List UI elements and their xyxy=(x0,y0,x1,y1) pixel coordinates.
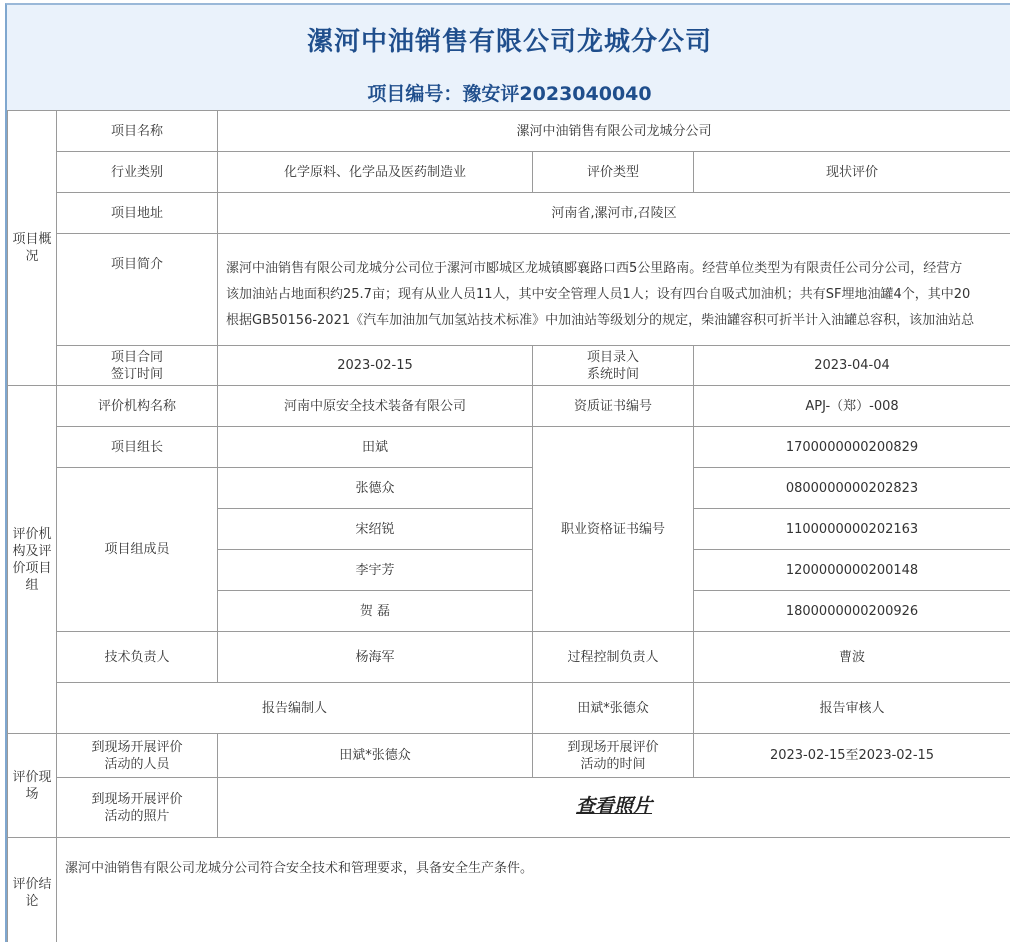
project-name-label: 项目名称 xyxy=(57,111,218,152)
section-overview: 项目概况 xyxy=(8,111,57,386)
intro-text xyxy=(218,234,1010,346)
eval-type-value: 现状评价 xyxy=(694,152,1010,193)
entry-date-value: 2023-04-04 xyxy=(694,346,1010,386)
site-people-value: 田斌*张德众 xyxy=(218,734,533,778)
site-time-label: 到现场开展评价 活动的时间 xyxy=(533,734,694,778)
leader-cert: 1700000000200829 xyxy=(694,427,1010,468)
section-org: 评价机构及评价项目组 xyxy=(8,386,57,734)
industry-label: 行业类别 xyxy=(57,152,218,193)
intro-line: 根据GB50156-2021《汽车加油加气加氢站技术标准》中加油站等级划分的规定，柴油罐容积可折半计入油罐总容积，该加油站总 xyxy=(226,313,975,328)
process-lead-label: 过程控制负责人 xyxy=(533,632,694,683)
section-site: 评价现场 xyxy=(8,734,57,838)
contract-date-label: 项目合同 签订时间 xyxy=(57,346,218,386)
prof-cert-label: 职业资格证书编号 xyxy=(533,427,694,632)
section-conclusion: 评价结论 xyxy=(8,838,57,942)
page-title: 漯河中油销售有限公司龙城分公司 xyxy=(306,27,712,57)
site-people-label: 到现场开展评价 活动的人员 xyxy=(57,734,218,778)
member-cert: 1200000000200148 xyxy=(694,550,1010,591)
site-photos-cell xyxy=(218,778,1010,838)
cert-label: 资质证书编号 xyxy=(533,386,694,427)
project-info-table xyxy=(7,110,1010,942)
report-author-label: 报告编制人 xyxy=(57,683,533,734)
tech-lead-label: 技术负责人 xyxy=(57,632,218,683)
cert-value: APJ-（郑）-008 xyxy=(694,386,1010,427)
agency-label: 评价机构名称 xyxy=(57,386,218,427)
intro-label: 项目简介 xyxy=(57,234,218,346)
contract-date-value: 2023-02-15 xyxy=(218,346,533,386)
intro-line: 该加油站占地面积约25.7亩；现有从业人员11人，其中安全管理人员1人；设有四台自吸式加油机；共有SF埋地油罐4个，其中20 xyxy=(226,287,971,302)
address-label: 项目地址 xyxy=(57,193,218,234)
member-name: 宋绍锐 xyxy=(218,509,533,550)
view-photos-link[interactable]: 查看照片 xyxy=(576,795,653,817)
member-name: 李宇芳 xyxy=(218,550,533,591)
address-value: 河南省,漯河市,召陵区 xyxy=(218,193,1010,234)
report-reviewer-label: 报告审核人 xyxy=(694,683,1010,734)
eval-type-label: 评价类型 xyxy=(533,152,694,193)
member-cert: 1100000000202163 xyxy=(694,509,1010,550)
site-time-value: 2023-02-15至2023-02-15 xyxy=(694,734,1010,778)
tech-lead-value: 杨海军 xyxy=(218,632,533,683)
members-label: 项目组成员 xyxy=(57,468,218,632)
industry-value: 化学原料、化学品及医药制造业 xyxy=(218,152,533,193)
member-cert: 0800000000202823 xyxy=(694,468,1010,509)
process-lead-value: 曹波 xyxy=(694,632,1010,683)
agency-value: 河南中原安全技术装备有限公司 xyxy=(218,386,533,427)
project-number-value: 豫安评2023040040 xyxy=(462,83,652,105)
page-header xyxy=(7,5,1010,110)
project-number-label: 项目编号： xyxy=(367,83,463,105)
project-info-panel xyxy=(5,3,1010,942)
member-cert: 1800000000200926 xyxy=(694,591,1010,632)
leader-label: 项目组长 xyxy=(57,427,218,468)
entry-date-label: 项目录入 系统时间 xyxy=(533,346,694,386)
report-author-value: 田斌*张德众 xyxy=(533,683,694,734)
project-number xyxy=(7,79,1010,106)
intro-line: 漯河中油销售有限公司龙城分公司位于漯河市郾城区龙城镇郾襄路口西5公里路南。经营单位类型为有限责任公司分公司，经营方 xyxy=(226,261,963,276)
member-name: 贺 磊 xyxy=(218,591,533,632)
member-name: 张德众 xyxy=(218,468,533,509)
conclusion-text: 漯河中油销售有限公司龙城分公司符合安全技术和管理要求，具备安全生产条件。 xyxy=(57,838,1010,942)
site-photos-label: 到现场开展评价 活动的照片 xyxy=(57,778,218,838)
project-name-value: 漯河中油销售有限公司龙城分公司 xyxy=(218,111,1010,152)
leader-value: 田斌 xyxy=(218,427,533,468)
